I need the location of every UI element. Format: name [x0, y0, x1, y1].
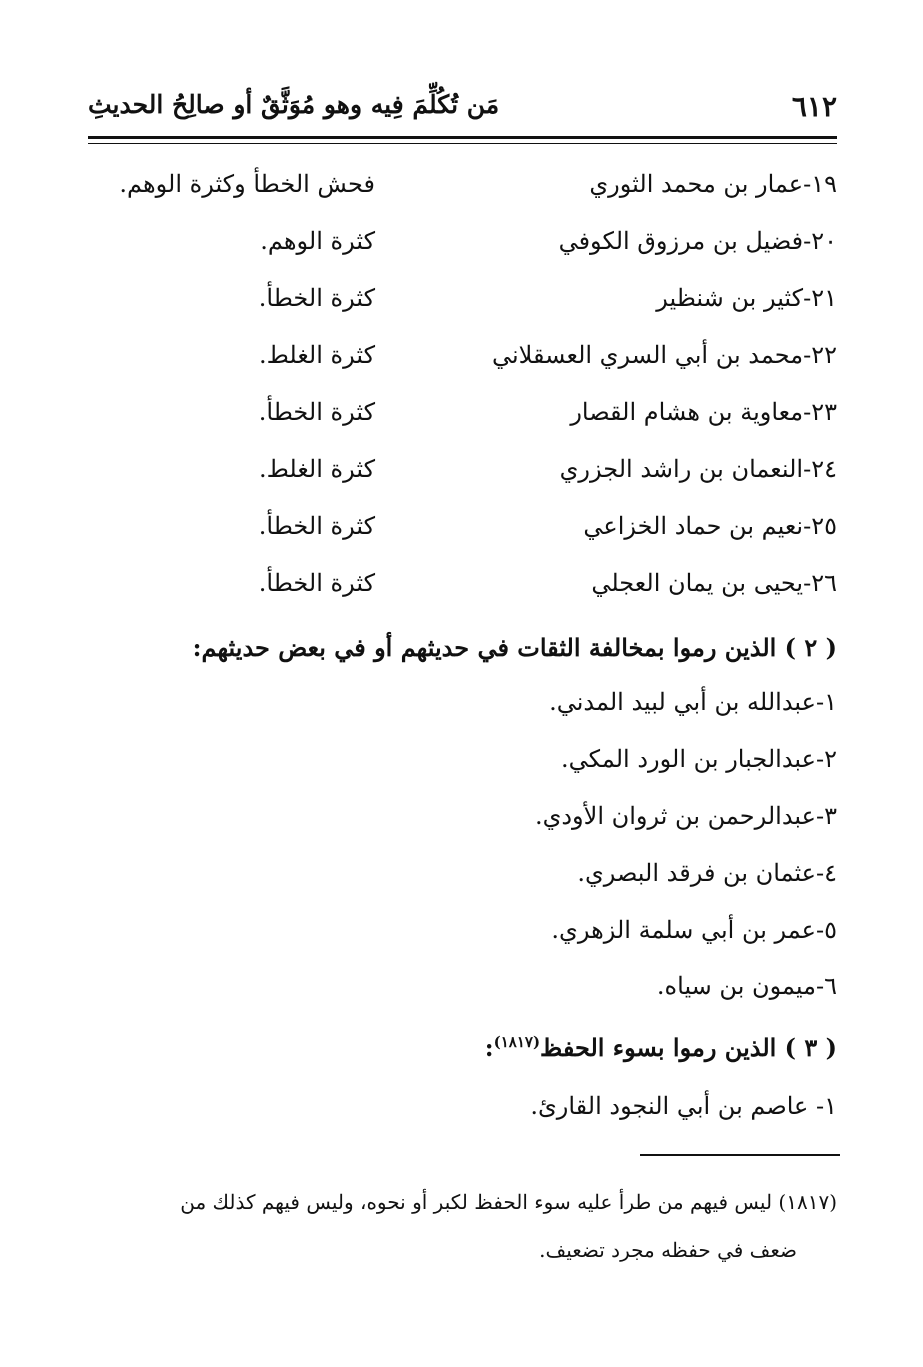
narrator-note: كثرة الوهم.	[260, 227, 375, 255]
narrator-note: كثرة الخطأ.	[258, 398, 375, 426]
narrator-note: كثرة الخطأ.	[258, 569, 375, 597]
header-rule-thick	[88, 136, 837, 139]
narrator-note: كثرة الخطأ.	[258, 512, 375, 540]
section-two-heading: ( ٢ ) الذين رموا بمخالفة الثقات في حديثهم أو في بعض حديثهم:	[192, 633, 837, 662]
header-rule-thin	[88, 143, 837, 144]
narrator-name: ٢٥-نعيم بن حماد الخزاعي	[583, 512, 837, 540]
section-three-heading-end: :	[484, 1033, 494, 1062]
page-header	[88, 88, 837, 132]
section-three-heading-text: ( ٣ ) الذين رموا بسوء الحفظ	[540, 1033, 837, 1062]
narrator-name: ٢٤-النعمان بن راشد الجزري	[559, 455, 837, 483]
footnote-line: (١٨١٧) ليس فيهم من طرأ عليه سوء الحفظ لكبر أو نحوه، وليس فيهم كذلك من	[180, 1190, 837, 1214]
footnote	[90, 1178, 837, 1274]
list-item: ١-عبدالله بن أبي لبيد المدني.	[549, 688, 837, 716]
list-item: ٤-عثمان بن فرقد البصري.	[577, 859, 837, 887]
section-three-heading	[60, 1033, 837, 1062]
narrator-name: ٢٠-فضيل بن مرزوق الكوفي	[558, 227, 837, 255]
list-item	[88, 398, 837, 438]
list-item: ٢-عبدالجبار بن الورد المكي.	[560, 745, 837, 773]
list-item	[88, 227, 837, 267]
page-number: ٦١٢	[791, 90, 837, 123]
list-item: ٥-عمر بن أبي سلمة الزهري.	[551, 916, 837, 944]
list-item	[88, 455, 837, 495]
narrator-name: ٢١-كثير بن شنظير	[656, 284, 837, 312]
footnote-reference: (١٨١٧)	[493, 1033, 541, 1051]
list-item	[88, 512, 837, 552]
narrator-name: ٢٦-يحيى بن يمان العجلي	[591, 569, 837, 597]
narrator-note: كثرة الغلط.	[258, 455, 375, 483]
list-item	[88, 341, 837, 381]
narrator-note: كثرة الغلط.	[258, 341, 375, 369]
list-item	[88, 569, 837, 609]
list-item	[88, 170, 837, 210]
list-item: ٣-عبدالرحمن بن ثروان الأودي.	[534, 802, 837, 830]
list-item: ٦-ميمون بن سياه.	[656, 972, 837, 1000]
narrator-note: فحش الخطأ وكثرة الوهم.	[119, 170, 375, 198]
running-title: مَن تُكُلِّمَ فِيه وهو مُوَثَّقٌ أو صالِحُ الحديثِ	[88, 90, 500, 119]
footnote-line: ضعف في حفظه مجرد تضعيف.	[539, 1238, 797, 1262]
narrator-name: ٢٢-محمد بن أبي السري العسقلاني	[491, 341, 837, 369]
list-item: ١- عاصم بن أبي النجود القارئ.	[530, 1092, 837, 1120]
narrator-name: ٢٣-معاوية بن هشام القصار	[570, 398, 837, 426]
narrator-note: كثرة الخطأ.	[258, 284, 375, 312]
footnote-separator	[640, 1154, 840, 1156]
list-item	[88, 284, 837, 324]
narrator-name: ١٩-عمار بن محمد الثوري	[589, 170, 837, 198]
